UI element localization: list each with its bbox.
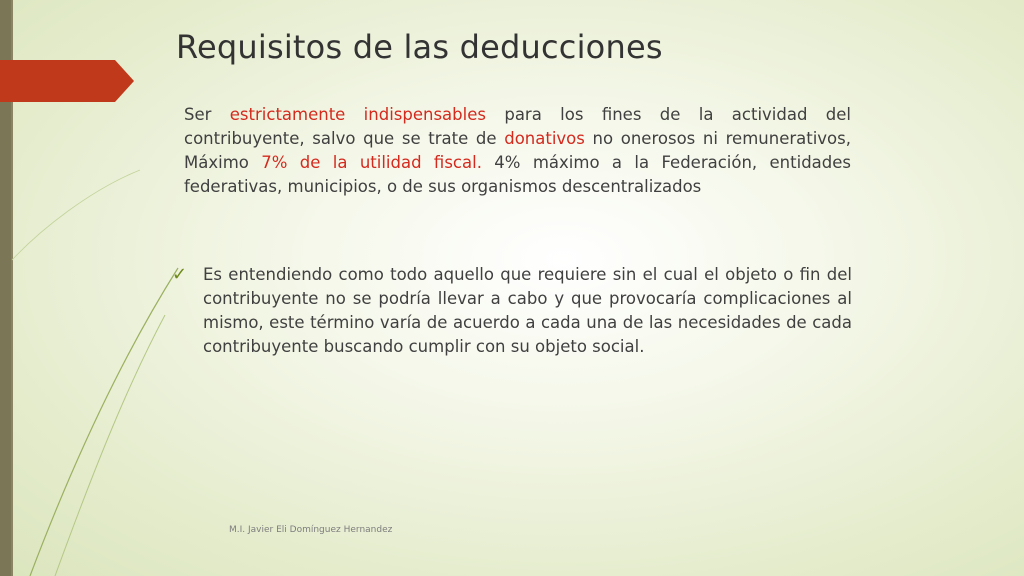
requirements-paragraph [184, 103, 851, 199]
highlighted-text: estrictamente indispensables [229, 105, 486, 124]
highlighted-text: donativos [504, 129, 585, 148]
highlighted-text: 7% de la utilidad fiscal. [261, 153, 482, 172]
paragraph-text: para los fines de la actividad del contribuyente, salvo que se trate de [184, 105, 852, 148]
checkmark-icon: ✓ [172, 264, 188, 285]
slide-title: Requisitos de las deducciones [176, 28, 663, 66]
paragraph-text: 4% máximo a la Federación, entidades federativas, municipios, o de sus organismos descentralizados [184, 153, 851, 196]
bullet-text: Es entendiendo como todo aquello que requiere sin el cual el objeto o fin del contribuyente no se podría llevar a cabo y que provocaría complicaciones al mismo, este término varía de acuerdo a cada una de las necesidades de cada contribuyente buscando cumplir con su objeto social. [203, 265, 852, 356]
footer-author: M.I. Javier Eli Domínguez Hernandez [229, 525, 393, 535]
accent-tab [0, 60, 134, 102]
paragraph-text: no onerosos ni remunerativos, Máximo [184, 129, 851, 172]
paragraph-text: Ser [184, 105, 230, 124]
